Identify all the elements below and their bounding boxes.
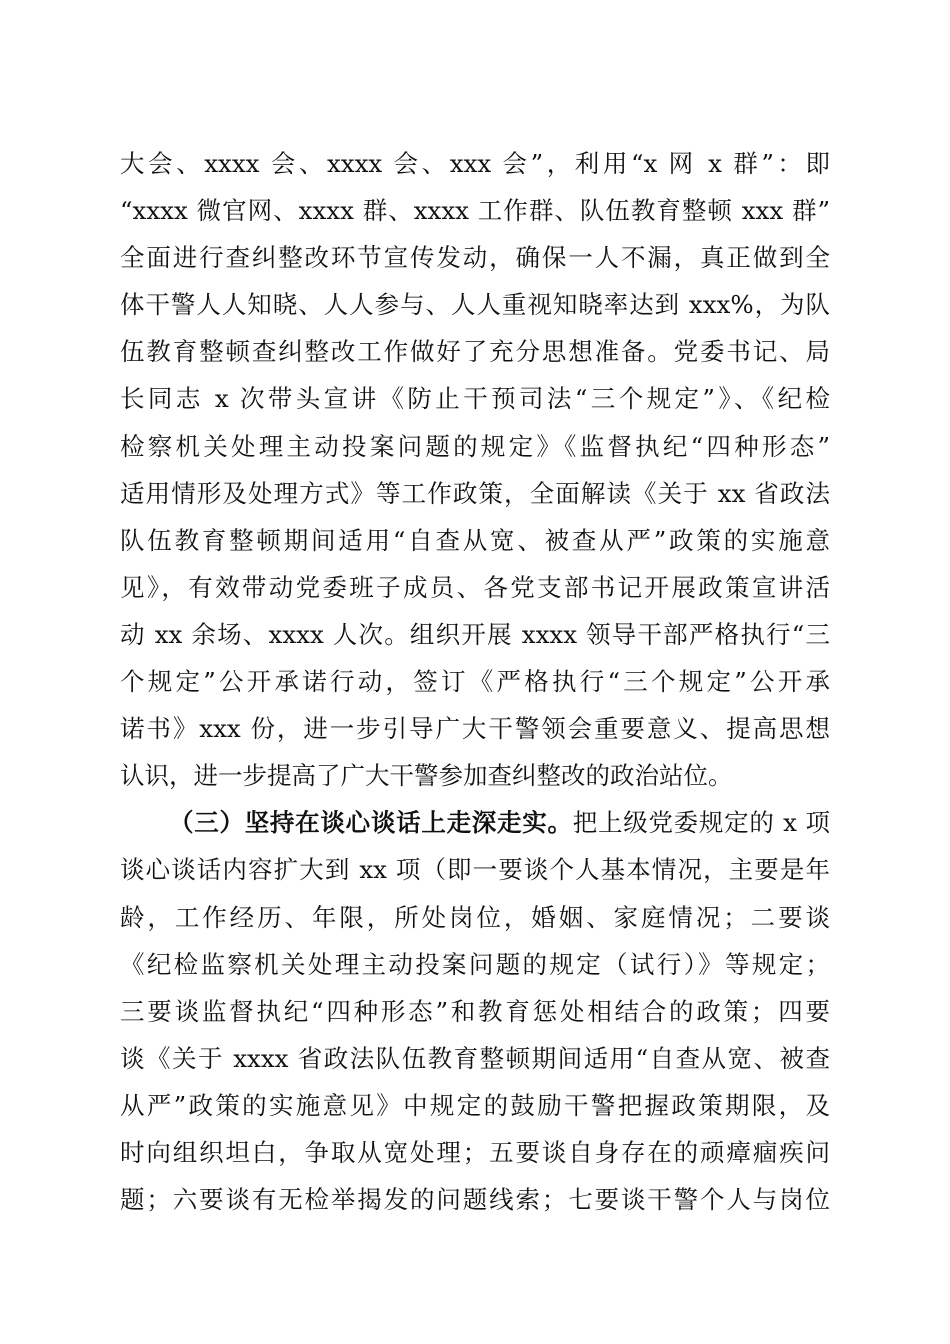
paragraph-2 bbox=[120, 799, 830, 1223]
body-text bbox=[120, 140, 830, 1223]
text-line: 《纪检监察机关处理主动投案问题的规定（试行）》等规定； bbox=[120, 949, 830, 979]
text-line: 检察机关处理主动投案问题的规定》《监督执纪“四种形态” bbox=[120, 431, 830, 461]
text-line: 认识，进一步提高了广大干警参加查纠整改的政治站位。 bbox=[120, 761, 733, 791]
text-line-rest: 把上级党委规定的 x 项 bbox=[572, 808, 830, 838]
text-line: 长同志 x 次带头宣讲《防止干预司法“三个规定”》、《纪检 bbox=[120, 384, 830, 414]
text-line: 诺书》xxx 份，进一步引导广大干警领会重要意义、提高思想 bbox=[120, 714, 830, 744]
text-line: 时向组织坦白，争取从宽处理；五要谈自身存在的顽瘴痼疾问 bbox=[120, 1137, 830, 1167]
text-line: “xxxx 微官网、xxxx 群、xxxx 工作群、队伍教育整顿 xxx 群” bbox=[120, 196, 830, 226]
text-line: 谈心谈话内容扩大到 xx 项（即一要谈个人基本情况，主要是年 bbox=[120, 855, 830, 885]
text-line: 伍教育整顿查纠整改工作做好了充分思想准备。党委书记、局 bbox=[120, 337, 830, 367]
text-line: 全面进行查纠整改环节宣传发动，确保一人不漏，真正做到全 bbox=[120, 243, 830, 273]
text-line: 谈《关于 xxxx 省政法队伍教育整顿期间适用“自查从宽、被查 bbox=[120, 1043, 830, 1073]
text-line: 体干警人人知晓、人人参与、人人重视知晓率达到 xxx%，为队 bbox=[120, 290, 830, 320]
text-line: 适用情形及处理方式》等工作政策，全面解读《关于 xx 省政法 bbox=[120, 478, 830, 508]
paragraph-1 bbox=[120, 140, 830, 799]
text-line: 从严”政策的实施意见》中规定的鼓励干警把握政策期限，及 bbox=[120, 1090, 830, 1120]
text-line: 大会、xxxx 会、xxxx 会、xxx 会”，利用“x 网 x 群”：即 bbox=[120, 149, 830, 178]
text-line: 龄，工作经历、年限，所处岗位，婚姻、家庭情况；二要谈 bbox=[120, 902, 830, 932]
text-line: 动 xx 余场、xxxx 人次。组织开展 xxxx 领导干部严格执行“三 bbox=[120, 619, 830, 649]
text-line: 三要谈监督执纪“四种形态”和教育惩处相结合的政策；四要 bbox=[120, 996, 830, 1026]
section-heading: （三）坚持在谈心谈话上走深走实。 bbox=[169, 808, 573, 838]
text-line-first bbox=[120, 799, 830, 846]
text-line: 题；六要谈有无检举揭发的问题线索；七要谈干警个人与岗位 bbox=[120, 1185, 830, 1215]
text-line: 见》，有效带动党委班子成员、各党支部书记开展政策宣讲活 bbox=[120, 572, 830, 602]
text-line: 队伍教育整顿期间适用“自查从宽、被查从严”政策的实施意 bbox=[120, 525, 830, 555]
text-line: 个规定”公开承诺行动，签订《严格执行“三个规定”公开承 bbox=[120, 667, 830, 697]
